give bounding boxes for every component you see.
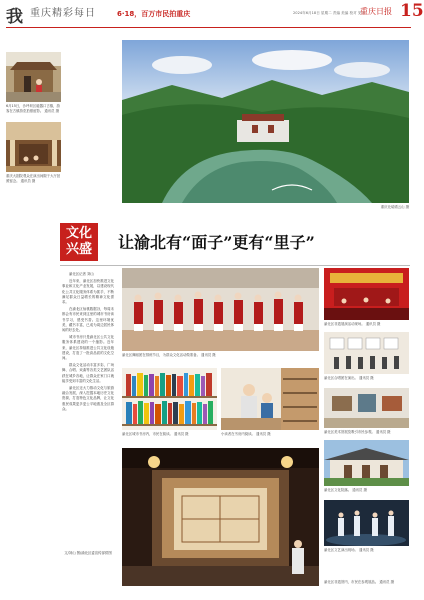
photo-dance <box>122 268 319 351</box>
column-subtitle: 重庆精彩每日 <box>30 8 96 19</box>
reading-image <box>221 368 319 430</box>
photo-theater-caption: 重庆大剧院观众在演出间隙于大厅拍照留念。 通讯员 摄 <box>6 174 61 183</box>
section-tag-line2: 兴盛 <box>65 242 92 257</box>
reading-caption: 小读者在书房内阅读。 通讯员 摄 <box>221 432 271 436</box>
stage-performance-image <box>324 500 409 546</box>
photo-courtyard <box>324 440 409 486</box>
gallery-caption: 渝北区美术馆展览吸引市民参观。 通讯员 摄 <box>324 430 391 434</box>
stage-caption: 渝北区文艺演出现场。 通讯员 摄 <box>324 548 374 552</box>
dance-caption: 渝北区舞蹈团在排练节目，为群众文化活动做准备。 通讯员 摄 <box>122 353 216 357</box>
photo-poster <box>324 268 409 320</box>
section-tag-line1: 文化 <box>65 226 92 241</box>
issue-slogan: 6·18，百万市民拍重庆 <box>117 10 191 18</box>
photo-stage <box>324 500 409 546</box>
article-byline: 文/刘山 图/渝北区委宣传部供图 <box>64 551 112 555</box>
photo-bookshelf <box>122 368 217 430</box>
section-tag <box>60 223 98 261</box>
header-divider <box>6 27 411 28</box>
page-number: 15 <box>400 1 424 21</box>
article-paragraph: 渝北区记者 刘山 <box>69 272 94 276</box>
choir-image <box>324 332 409 374</box>
photo-old-town-caption: 6月15日，沙坪坝区磁器口古镇，游客在古镇游览拍照留影。 通讯员 摄 <box>6 104 60 113</box>
poster-stage-image <box>324 268 409 320</box>
article-paragraph: 近年来，渝北区加快推进文化事业和文化产业发展，以建设现代化公共文化服务体系为抓手，不断满足群众日益增长的精神文化需求。 <box>62 279 114 305</box>
headline-divider <box>60 265 410 266</box>
dance-rehearsal-image <box>122 268 319 351</box>
theater-image <box>6 122 61 172</box>
hero-caption: 重庆北碚缙云山 摄 <box>380 205 409 209</box>
column-title: 我 <box>6 7 23 27</box>
courtyard-image <box>324 440 409 486</box>
gallery-image <box>324 388 409 428</box>
newspaper-name: 重庆日报 <box>360 7 392 16</box>
photo-reading <box>221 368 319 430</box>
bookshelf-image <box>122 368 217 430</box>
edition-meta: 2024年6月18日 星期二 责编 美编 校对 见习 <box>293 11 366 15</box>
heritage-hall-image <box>122 448 319 586</box>
article-paragraph: 群众文化活动丰富多彩，广场舞、合唱、戏曲等各类文艺团队活跃在城乡各地，让群众在家门口就能享受到丰富的文化生活。 <box>62 363 114 383</box>
courtyard-caption: 渝北区文化院落。 通讯员 摄 <box>324 488 367 492</box>
mountain-valley-image <box>122 40 409 203</box>
photo-heritage-hall <box>122 448 319 586</box>
article-paragraph: 城市书房只是渝北区公共文化服务体系建设的一个缩影。近年来，渝北区持续推进公共文化设施建设，打造了一批高品质的文化空间。 <box>62 335 114 361</box>
article-body <box>62 272 114 414</box>
old-town-image <box>6 52 61 102</box>
article-paragraph: 渝北区还大力推动文化与旅游融合发展，深入挖掘本地历史文化资源，打造特色文化品牌，让文化惠民成果更多更公平地惠及全区群众。 <box>62 386 114 411</box>
choir-caption: 渝北区合唱团在演出。 通讯员 摄 <box>324 376 374 380</box>
hero-landscape-photo <box>122 40 409 203</box>
article-paragraph: 在渝北区仙桃数据谷，每周末都会有市民来到这里的城市书房读书学习，感受书香。这里环境优美，藏书丰富，已成为周边居民休闲的好去处。 <box>62 307 114 333</box>
photo-gallery <box>324 388 409 428</box>
photo-old-town <box>6 52 61 102</box>
bookshelf-caption: 渝北区城市书房内，市民在阅读。 通讯员 摄 <box>122 432 189 436</box>
photo-choir <box>324 332 409 374</box>
photo-theater <box>6 122 61 172</box>
article-headline: 让渝北有“面子”更有“里子” <box>118 233 315 252</box>
heritage-caption: 渝北区非遗馆内，市民在参观展品。 通讯员 摄 <box>324 580 394 584</box>
poster-caption: 渝北区非遗展演活动现场。 通讯员 摄 <box>324 322 381 326</box>
